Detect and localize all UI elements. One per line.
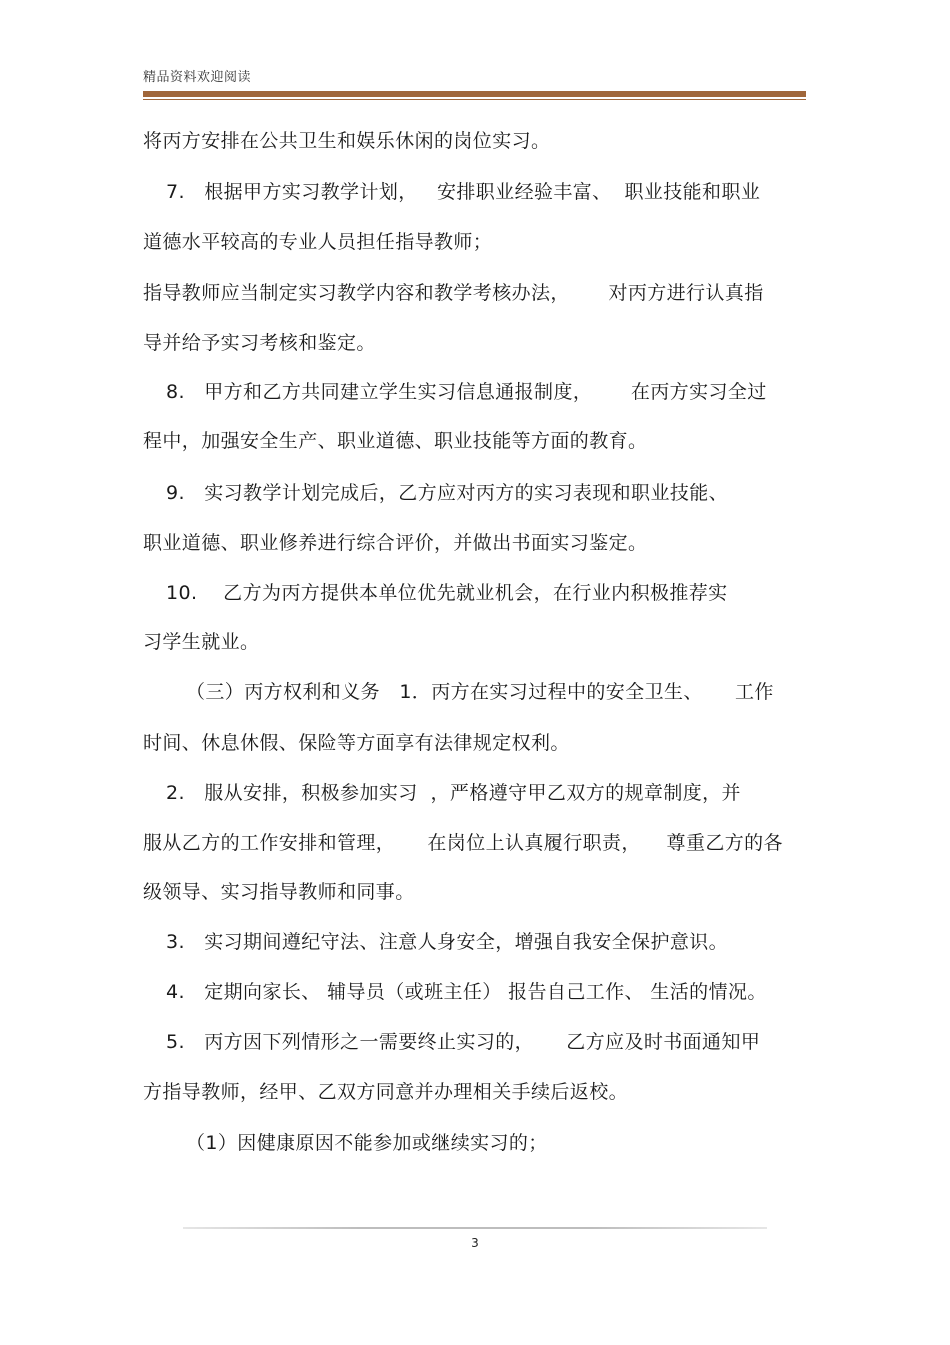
- text-line-11: 习学生就业。: [143, 631, 260, 653]
- text-line-6: 8. 甲方和乙方共同建立学生实习信息通报制度， 在丙方实习全过: [166, 381, 767, 403]
- footer-rule: [183, 1227, 767, 1229]
- text-line-13: 时间、休息休假、保险等方面享有法律规定权利。: [143, 732, 570, 754]
- text-line-1: 将丙方安排在公共卫生和娱乐休闲的岗位实习。: [143, 130, 551, 152]
- text-line-10: 10. 乙方为丙方提供本单位优先就业机会，在行业内积极推荐实: [166, 582, 728, 604]
- text-line-2: 7. 根据甲方实习教学计划， 安排职业经验丰富、 职业技能和职业: [166, 181, 761, 203]
- header-rule-thick: [143, 91, 806, 97]
- text-line-5: 导并给予实习考核和鉴定。: [143, 332, 376, 354]
- text-line-8: 9. 实习教学计划完成后，乙方应对丙方的实习表现和职业技能、: [166, 482, 729, 504]
- text-line-12: （三）丙方权利和义务 1．丙方在实习过程中的安全卫生、 工作: [186, 681, 774, 703]
- text-line-17: 3. 实习期间遵纪守法、注意人身安全，增强自我安全保护意识。: [166, 931, 729, 953]
- text-line-21: （1）因健康原因不能参加或继续实习的；: [186, 1132, 548, 1154]
- text-line-14: 2. 服从安排，积极参加实习 ，严格遵守甲乙双方的规章制度，并: [166, 782, 741, 804]
- header-rule-thin: [143, 99, 806, 100]
- text-line-16: 级领导、实习指导教师和同事。: [143, 881, 415, 903]
- text-line-4: 指导教师应当制定实习教学内容和教学考核办法， 对丙方进行认真指: [143, 282, 764, 304]
- text-line-3: 道德水平较高的专业人员担任指导教师；: [143, 231, 493, 253]
- text-line-18: 4. 定期向家长、 辅导员（或班主任） 报告自己工作、 生活的情况。: [166, 981, 767, 1003]
- text-line-15: 服从乙方的工作安排和管理， 在岗位上认真履行职责， 尊重乙方的各: [143, 832, 783, 854]
- text-line-19: 5. 丙方因下列情形之一需要终止实习的， 乙方应及时书面通知甲: [166, 1031, 761, 1053]
- page-number: 3: [471, 1236, 479, 1250]
- page-header-text: 精品资料欢迎阅读: [143, 70, 252, 85]
- text-line-9: 职业道德、职业修养进行综合评价，并做出书面实习鉴定。: [143, 532, 648, 554]
- text-line-20: 方指导教师，经甲、乙双方同意并办理相关手续后返校。: [143, 1081, 629, 1103]
- text-line-7: 程中，加强安全生产、职业道德、职业技能等方面的教育。: [143, 430, 648, 452]
